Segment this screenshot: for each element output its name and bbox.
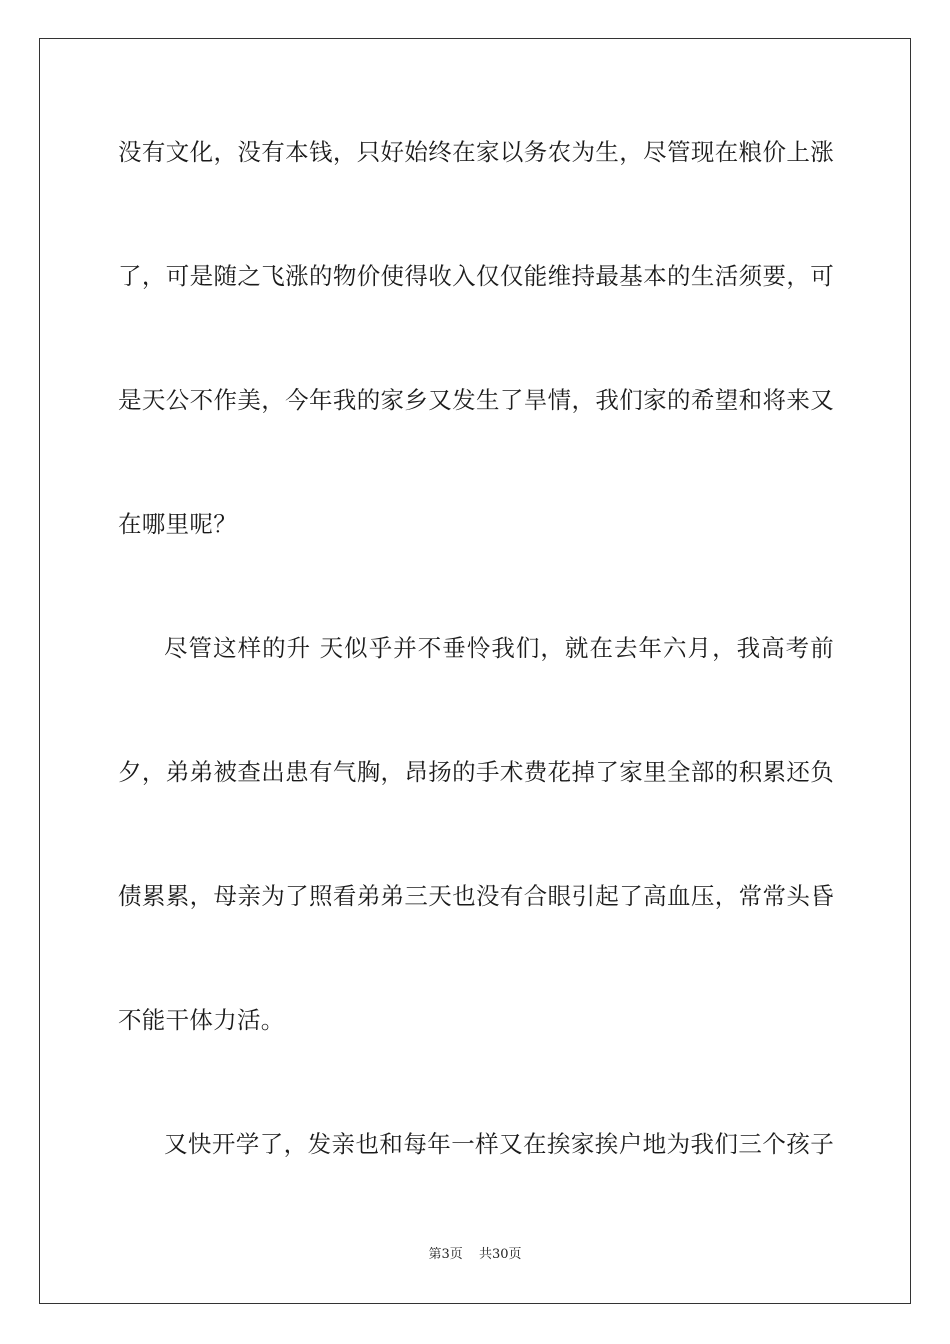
paragraph-line: 在哪里呢？ (118, 510, 237, 538)
page-number: 第3页 (428, 1247, 463, 1262)
paragraph-line-indented: 尽管这样的升 天似乎并不垂怜我们，就在去年六月，我高考前 (164, 634, 834, 662)
paragraph-line: 不能干体力活。 (118, 1006, 285, 1034)
paragraph-line: 债累累，母亲为了照看弟弟三天也没有合眼引起了高血压，常常头昏 (118, 882, 834, 910)
paragraph-line: 没有文化，没有本钱，只好始终在家以务农为生，尽管现在粮价上涨 (118, 138, 834, 166)
paragraph-line: 是天公不作美，今年我的家乡又发生了旱情，我们家的希望和将来又 (118, 386, 834, 414)
page-total: 共30页 (478, 1247, 522, 1262)
paragraph-line-indented: 又快开学了，发亲也和每年一样又在挨家挨户地为我们三个孩子 (164, 1130, 834, 1158)
paragraph-line: 了，可是随之飞涨的物价使得收入仅仅能维持最基本的生活须要，可 (118, 262, 834, 290)
paragraph-line: 夕，弟弟被查出患有气胸，昂扬的手术费花掉了家里全部的积累还负 (118, 758, 834, 786)
page-footer (0, 1246, 950, 1264)
page-border (39, 38, 911, 1304)
